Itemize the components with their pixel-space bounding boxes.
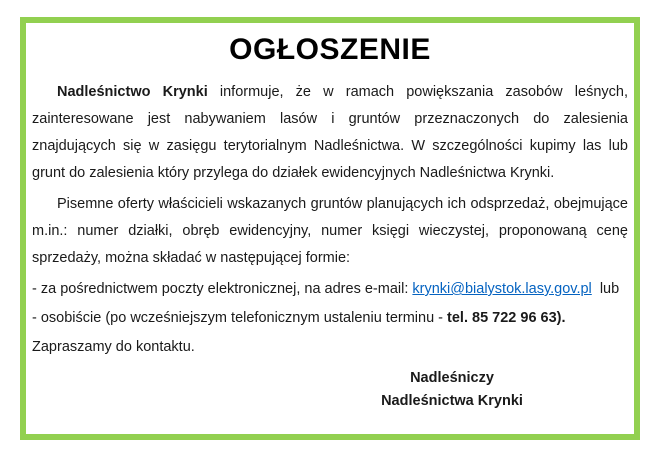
option-inperson-line xyxy=(32,305,628,332)
option-inperson-phone: tel. 85 722 96 63). xyxy=(447,310,566,326)
option-email-prefix: - za pośrednictwem poczty elektronicznej, na adres e-mail: xyxy=(32,281,413,297)
paragraph-intro-lead: Nadleśnictwo Krynki xyxy=(57,84,208,100)
paragraph-offers: Pisemne oferty właścicieli wskazanych gruntów planujących ich odsprzedaż, obejmujące m.in.: numer działki, obręb ewidencyjny, numer księgi wieczystej, proponowaną cenę sprzedaży, można składać w następującej formie: xyxy=(32,196,628,266)
paragraph-intro-text: informuje, że w ramach powiększania zasobów leśnych, zainteresowane jest nabywaniem lasów i gruntów przeznaczonych do zalesienia znajdujących się w zasięgu terytorialnym Nadleśnictwa. W szczególności kupimy las lub grunt do zalesienia który przylega do działek ewidencyjnych Nadleśnictwa Krynki. xyxy=(32,84,628,181)
closing-line: Zapraszamy do kontaktu. xyxy=(32,339,195,355)
option-email-line xyxy=(32,276,628,303)
paragraph-intro xyxy=(32,79,628,187)
option-inperson-prefix: - osobiście (po wcześniejszym telefonicznym ustaleniu terminu - xyxy=(32,310,448,326)
email-link[interactable]: krynki@bialystok.lasy.gov.pl xyxy=(412,281,592,297)
signature-org: Nadleśnictwa Krynki xyxy=(381,393,523,409)
signature-title: Nadleśniczy xyxy=(410,370,494,386)
green-border-frame xyxy=(20,17,640,440)
page-title: OGŁOSZENIE xyxy=(229,33,431,66)
signature-block xyxy=(332,367,572,413)
option-email-suffix: lub xyxy=(591,281,620,297)
